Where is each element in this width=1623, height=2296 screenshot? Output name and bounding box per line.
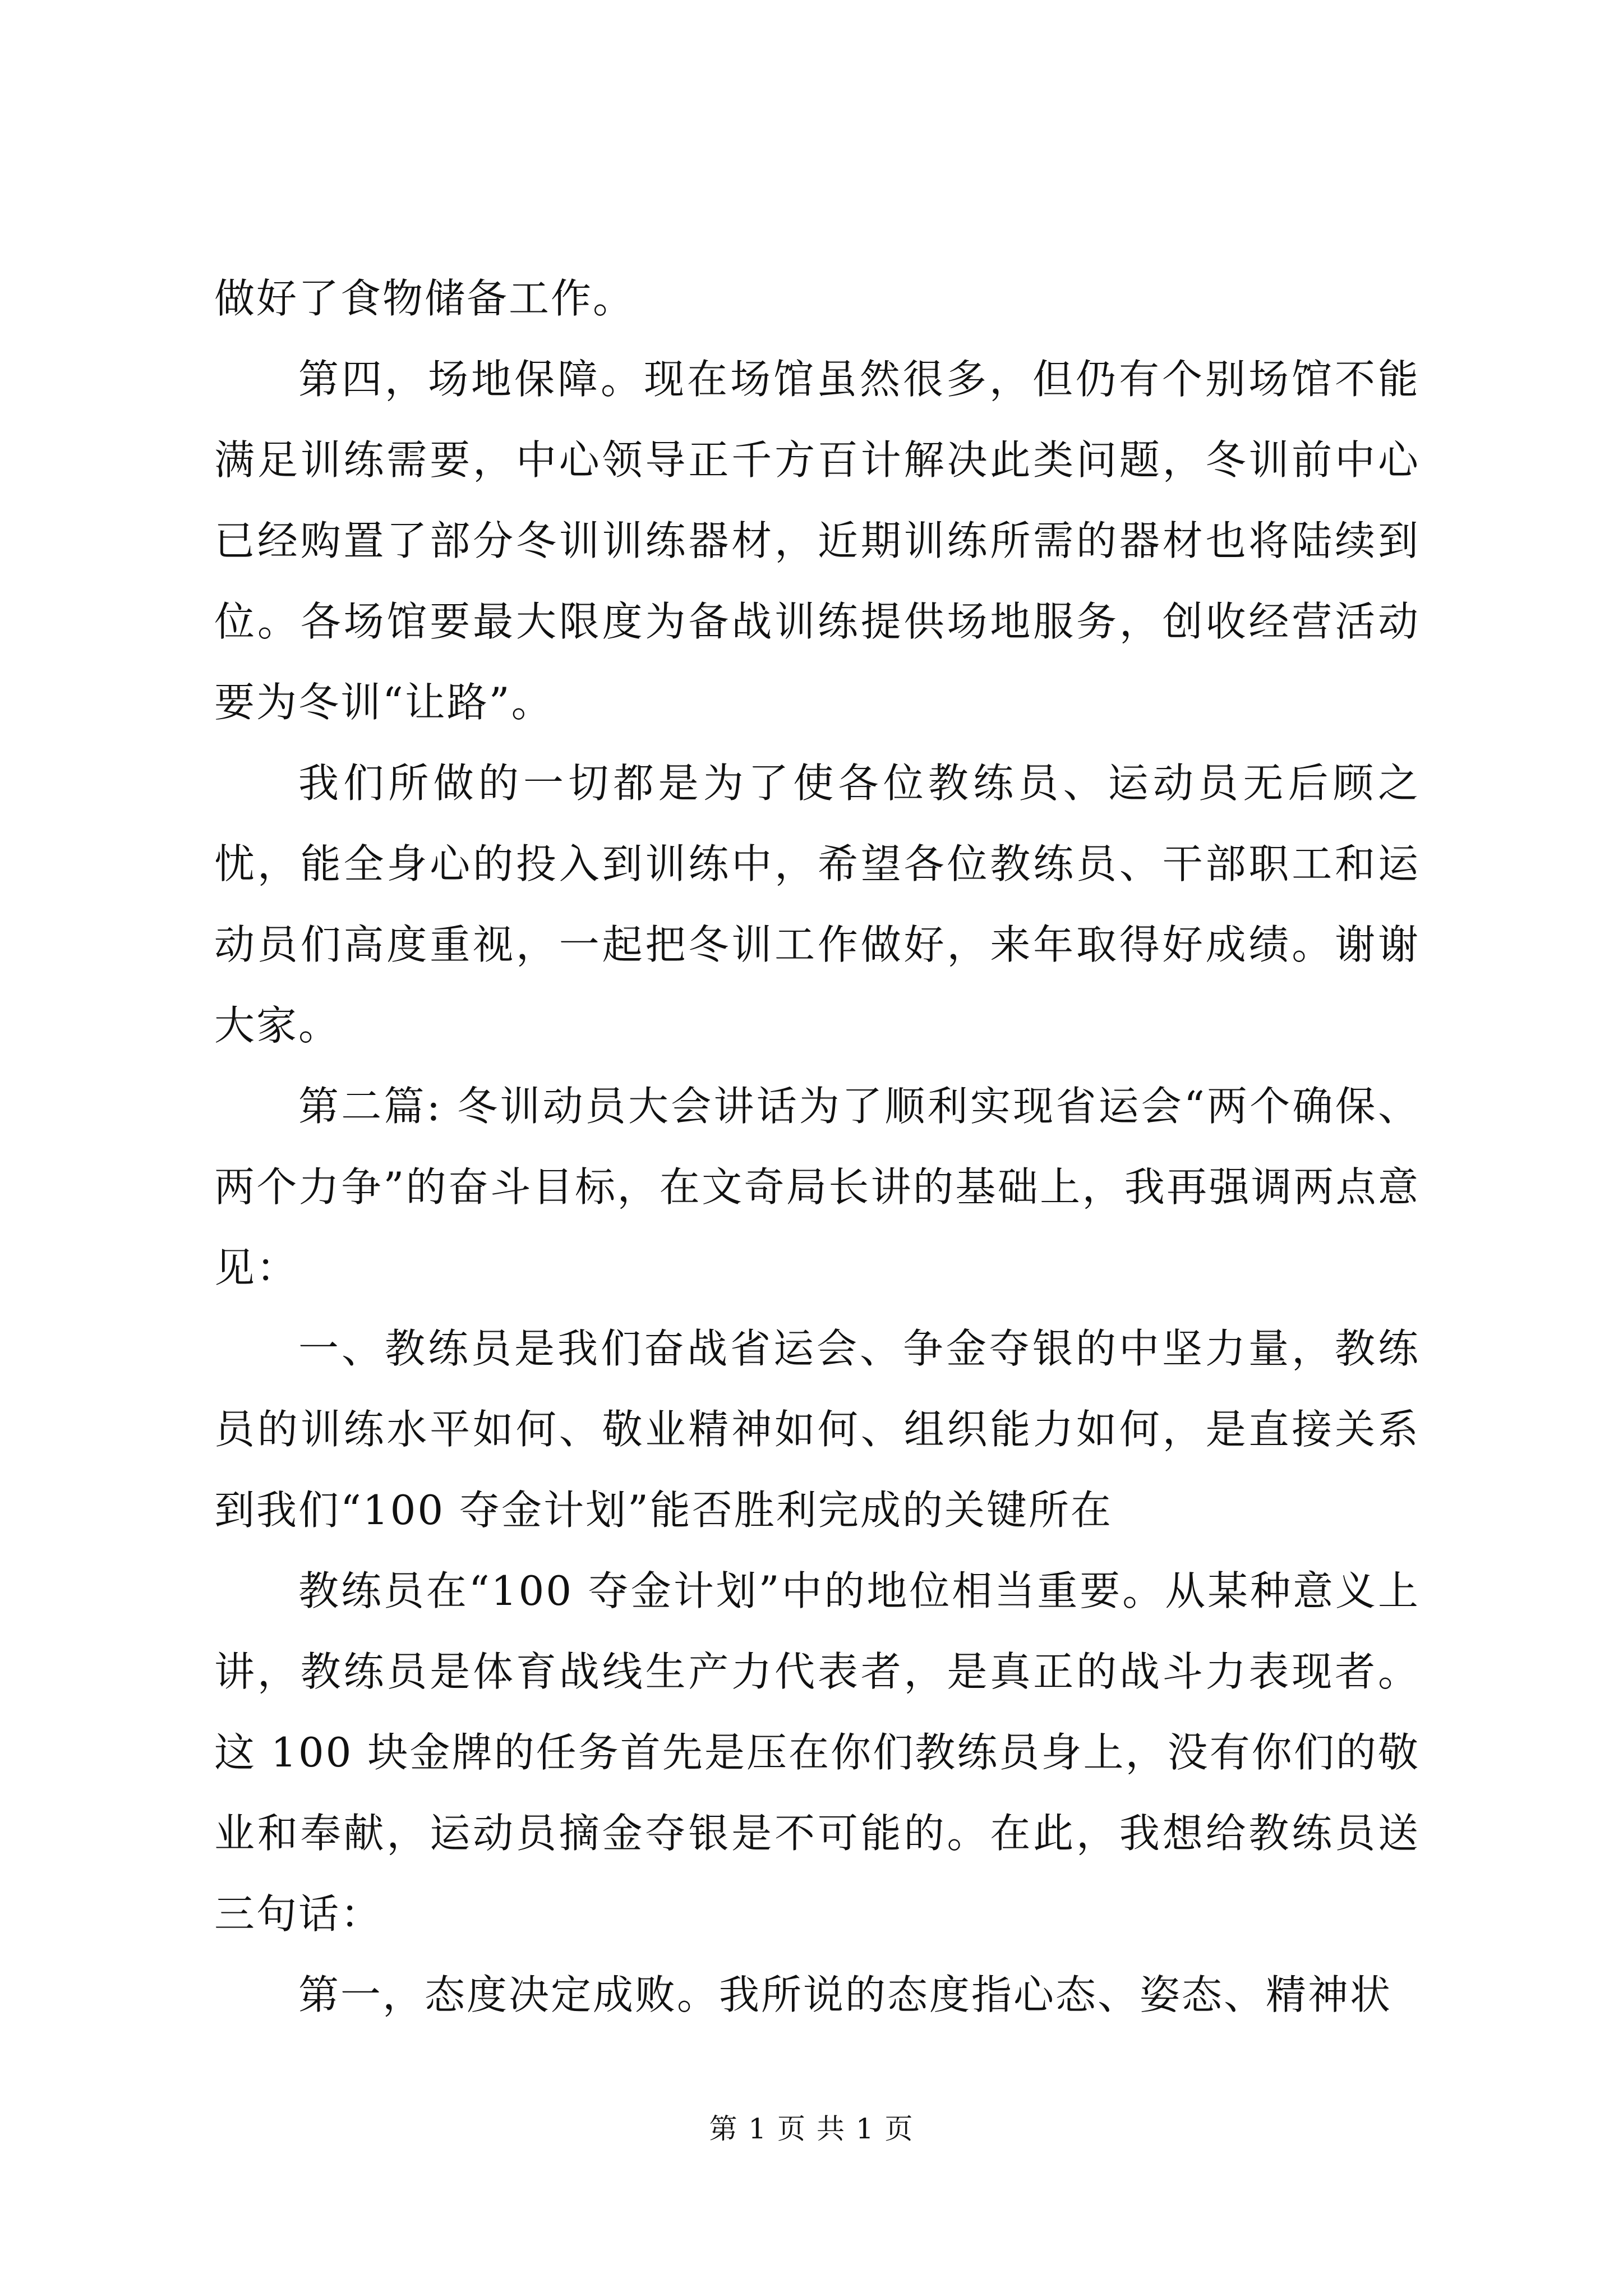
document-body bbox=[214, 258, 1420, 2035]
paragraph: 第四，场地保障。现在场馆虽然很多，但仍有个别场馆不能满足训练需要，中心领导正千方百计解决此类问题，冬训前中心已经购置了部分冬训训练器材，近期训练所需的器材也将陆续到位。各场馆要最大限度为备战训练提供场地服务，创收经营活动要为冬训“让路”。 bbox=[214, 356, 1420, 726]
paragraph: 第二篇: 冬训动员大会讲话为了顺利实现省运会“两个确保、两个力争”的奋斗目标，在文奇局长讲的基础上，我再强调两点意见： bbox=[214, 1083, 1420, 1291]
page-footer: 第 1 页 共 1 页 bbox=[709, 2113, 914, 2145]
paragraph: 第一，态度决定成败。我所说的态度指心态、姿态、精神状 bbox=[298, 1971, 1393, 2018]
paragraph: 我们所做的一切都是为了使各位教练员、运动员无后顾之忧，能全身心的投入到训练中，希望各位教练员、干部职工和运动员们高度重视，一起把冬训工作做好，来年取得好成绩。谢谢大家。 bbox=[214, 760, 1420, 1049]
paragraph: 一、教练员是我们奋战省运会、争金夺银的中坚力量，教练员的训练水平如何、敬业精神如何、组织能力如何，是直接关系到我们“100 夺金计划”能否胜利完成的关键所在 bbox=[214, 1325, 1420, 1534]
paragraph: 教练员在“100 夺金计划”中的地位相当重要。从某种意义上讲，教练员是体育战线生产力代表者，是真正的战斗力表现者。这 100 块金牌的任务首先是压在你们教练员身上，没有你们的敬业和奉献，运动员摘金夺银是不可能的。在此，我想给教练员送三句话： bbox=[214, 1567, 1420, 1938]
paragraph: 做好了食物储备工作。 bbox=[214, 275, 635, 322]
